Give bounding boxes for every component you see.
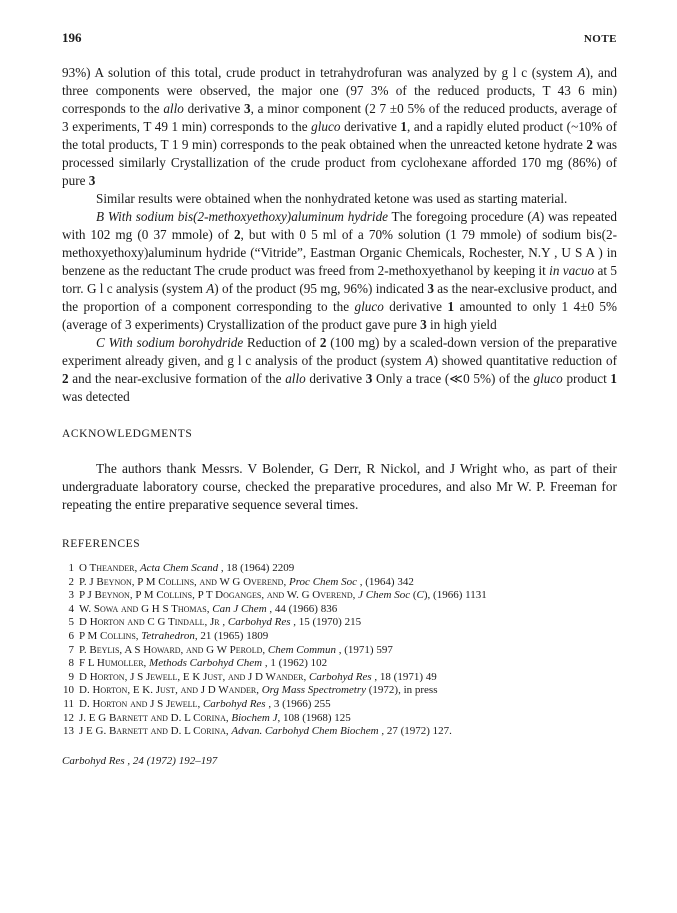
reference-item	[62, 725, 617, 739]
reference-text: J E G. Barnett and D. L Corina, Advan. Carbohyd Chem Biochem , 27 (1972) 127.	[79, 725, 452, 738]
body-paragraph: C With sodium borohydride Reduction of 2 (100 mg) by a scaled-down version of the preparative experiment already given, and g l c analysis of the product (system A) showed quantitative reduction of 2 and the near-exclusive formation of the allo derivative 3 Only a trace (≪0 5%) of the gluco product 1 was detected	[62, 335, 618, 404]
body-paragraph: Similar results were obtained when the nonhydrated ketone was used as starting material.	[96, 191, 568, 206]
reference-item	[62, 576, 617, 590]
reference-text: D. Horton, E K. Just, and J D Wander, Org Mass Spectrometry (1972), in press	[79, 684, 438, 697]
reference-item	[62, 603, 617, 617]
reference-text: O Theander, Acta Chem Scand , 18 (1964) 2209	[79, 562, 295, 574]
reference-item	[62, 644, 617, 658]
reference-text: D Horton and C G Tindall, Jr , Carbohyd Res , 15 (1970) 215	[79, 616, 362, 629]
reference-number: 9	[68, 670, 74, 683]
reference-number: 8	[68, 657, 74, 670]
reference-text: D Horton, J S Jewell, E K Just, and J D Wander, Carbohyd Res , 18 (1971) 49	[79, 670, 437, 683]
reference-text: P. J Beynon, P M Collins, and W G Overend, Proc Chem Soc , (1964) 342	[79, 575, 414, 588]
reference-number: 2	[68, 575, 74, 588]
reference-item	[62, 589, 617, 603]
reference-list	[62, 562, 617, 739]
references-heading: REFERENCES	[62, 538, 141, 550]
reference-item	[62, 562, 617, 576]
reference-item	[62, 657, 617, 671]
reference-text: W. Sowa and G H S Thomas, Can J Chem , 44 (1966) 836	[79, 602, 338, 615]
body-paragraph: B With sodium bis(2-methoxyethoxy)aluminum hydride The foregoing procedure (A) was repeated with 102 mg (0 37 mmole) of 2, but with 0 5 ml of a 70% solution (1 79 mmole) of sodium bis(2-methoxyethoxy)aluminum hydride (“Vitride”, Eastman Organic Chemicals, Rochester, N.Y , U S A ) in benzene as the reductant The crude product was freed from 2-methoxyethanol by keeping it in vacuo at 5 torr. G l c analysis (system A) of the product (95 mg, 96%) indicated 3 as the near-exclusive product, and the proportion of a component corresponding to the gluco derivative 1 amounted to only 1 4±0 5% (average of 3 experiments) Crystallization of the product gave pure 3 in high yield	[62, 209, 617, 332]
reference-number: 11	[63, 697, 74, 710]
reference-text: P J Beynon, P M Collins, P T Doganges, and W. G Overend, J Chem Soc (C), (1966) 1131	[79, 589, 487, 602]
reference-item	[62, 712, 617, 726]
reference-text: F L Humoller, Methods Carbohyd Chem , 1 (1962) 102	[79, 657, 328, 670]
section-label: NOTE	[583, 33, 617, 45]
footer-citation: Carbohyd Res , 24 (1972) 192–197	[62, 754, 218, 767]
reference-item	[62, 671, 617, 685]
page-header	[62, 30, 617, 46]
reference-number: 5	[68, 616, 74, 629]
reference-number: 1	[68, 562, 74, 574]
reference-number: 13	[63, 725, 74, 738]
reference-text: D. Horton and J S Jewell, Carbohyd Res , 3 (1966) 255	[79, 697, 331, 710]
reference-text: J. E G Barnett and D. L Corina, Biochem J, 108 (1968) 125	[79, 711, 351, 724]
reference-number: 3	[68, 589, 74, 602]
reference-number: 12	[63, 711, 74, 724]
reference-text: P M Collins, Tetrahedron, 21 (1965) 1809	[79, 629, 269, 642]
reference-item	[62, 698, 617, 712]
reference-text: P. Beylis, A S Howard, and G W Perold, Chem Commun , (1971) 597	[79, 643, 393, 656]
acknowledgments-text: The authors thank Messrs. V Bolender, G Derr, R Nickol, and J Wright who, as part of their undergraduate laboratory course, checked the preparative procedures, and also Mr W. P. Freeman for repeating the entire preparative sequence several times.	[62, 461, 617, 512]
reference-number: 6	[68, 629, 74, 642]
reference-number: 4	[68, 602, 74, 615]
acknowledgments-heading: ACKNOWLEDGMENTS	[62, 428, 193, 440]
body-paragraph: 93%) A solution of this total, crude product in tetrahydrofuran was analyzed by g l c (system A), and three components were observed, the major one (97 3% of the reduced products, T 43 6 min) corresponds to the allo derivative 3, a minor component (2 7 ±0 5% of the reduced products, average of 3 experiments, T 49 1 min) corresponds to the gluco derivative 1, and a rapidly eluted product (~10% of the total products, T 1 9 min) corresponds to the peak obtained when the unreacted ketone hydrate 2 was processed similarly Crystallization of the crude product from cyclohexane afforded 170 mg (86%) of pure 3	[62, 65, 618, 188]
reference-number: 10	[63, 684, 74, 697]
journal-page	[62, 30, 617, 767]
page-number: 196	[62, 30, 82, 45]
body-text	[62, 64, 617, 406]
reference-item	[62, 684, 617, 698]
reference-number: 7	[68, 643, 74, 656]
reference-item	[62, 630, 617, 644]
reference-item	[62, 616, 617, 630]
